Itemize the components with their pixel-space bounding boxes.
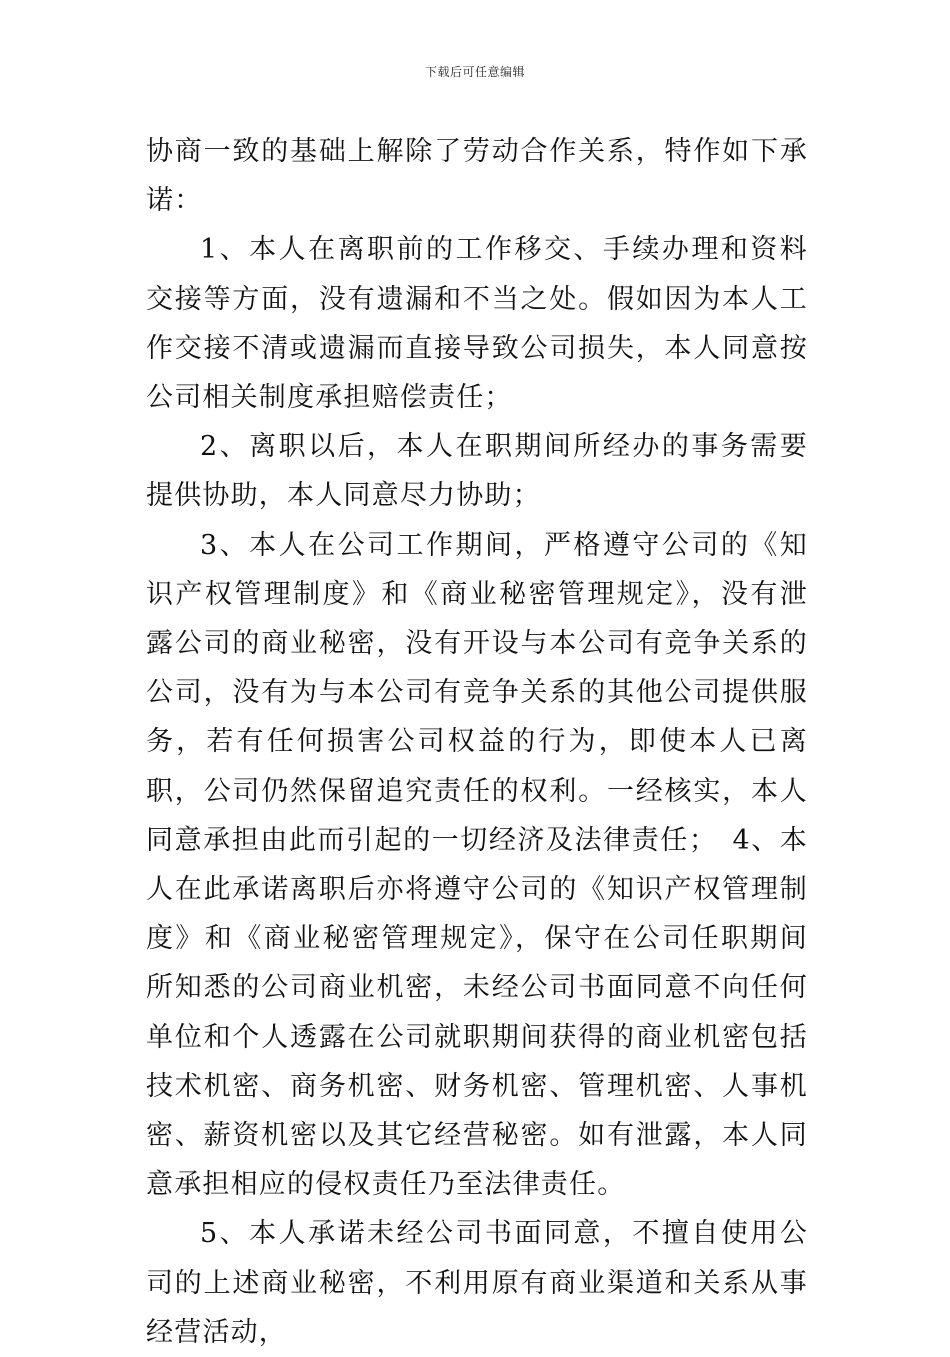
paragraph-intro: 协商一致的基础上解除了劳动合作关系，特作如下承诺： bbox=[146, 136, 808, 217]
paragraph-item-5: 5、本人承诺未经公司书面同意，不擅自使用公司的上述商业秘密，不利用原有商业渠道和关系从事经营活动， bbox=[146, 1218, 808, 1348]
page-header: 下载后可任意编辑 bbox=[424, 65, 525, 79]
paragraph-item-1: 1、本人在离职前的工作移交、手续办理和资料交接等方面，没有遗漏和不当之处。假如因为本人工作交接不清或遗漏而直接导致公司损失，本人同意按公司相关制度承担赔偿责任； bbox=[146, 234, 808, 414]
paragraph-item-3-4: 3、本人在公司工作期间，严格遵守公司的《知识产权管理制度》和《商业秘密管理规定》，没有泄露公司的商业秘密，没有开设与本公司有竞争关系的公司，没有为与本公司有竞争关系的其他公司提供服务，若有任何损害公司权益的行为，即使本人已离职，公司仍然保留追究责任的权利。一经核实，本人同意承担由此而引起的一切经济及法律责任； 4、本人在此承诺离职后亦将遵守公司的《知识产权管理制度》和《商业秘密管理规定》，保守在公司任职期间所知悉的公司商业机密，未经公司书面同意不向任何单位和个人透露在公司就职期间获得的商业机密包括技术机密、商务机密、财务机密、管理机密、人事机密、薪资机密以及其它经营秘密。如有泄露，本人同意承担相应的侵权责任乃至法律责任。 bbox=[146, 529, 808, 1201]
document-body bbox=[146, 127, 808, 1357]
paragraph-item-2: 2、离职以后，本人在职期间所经办的事务需要提供协助，本人同意尽力协助； bbox=[146, 431, 808, 512]
